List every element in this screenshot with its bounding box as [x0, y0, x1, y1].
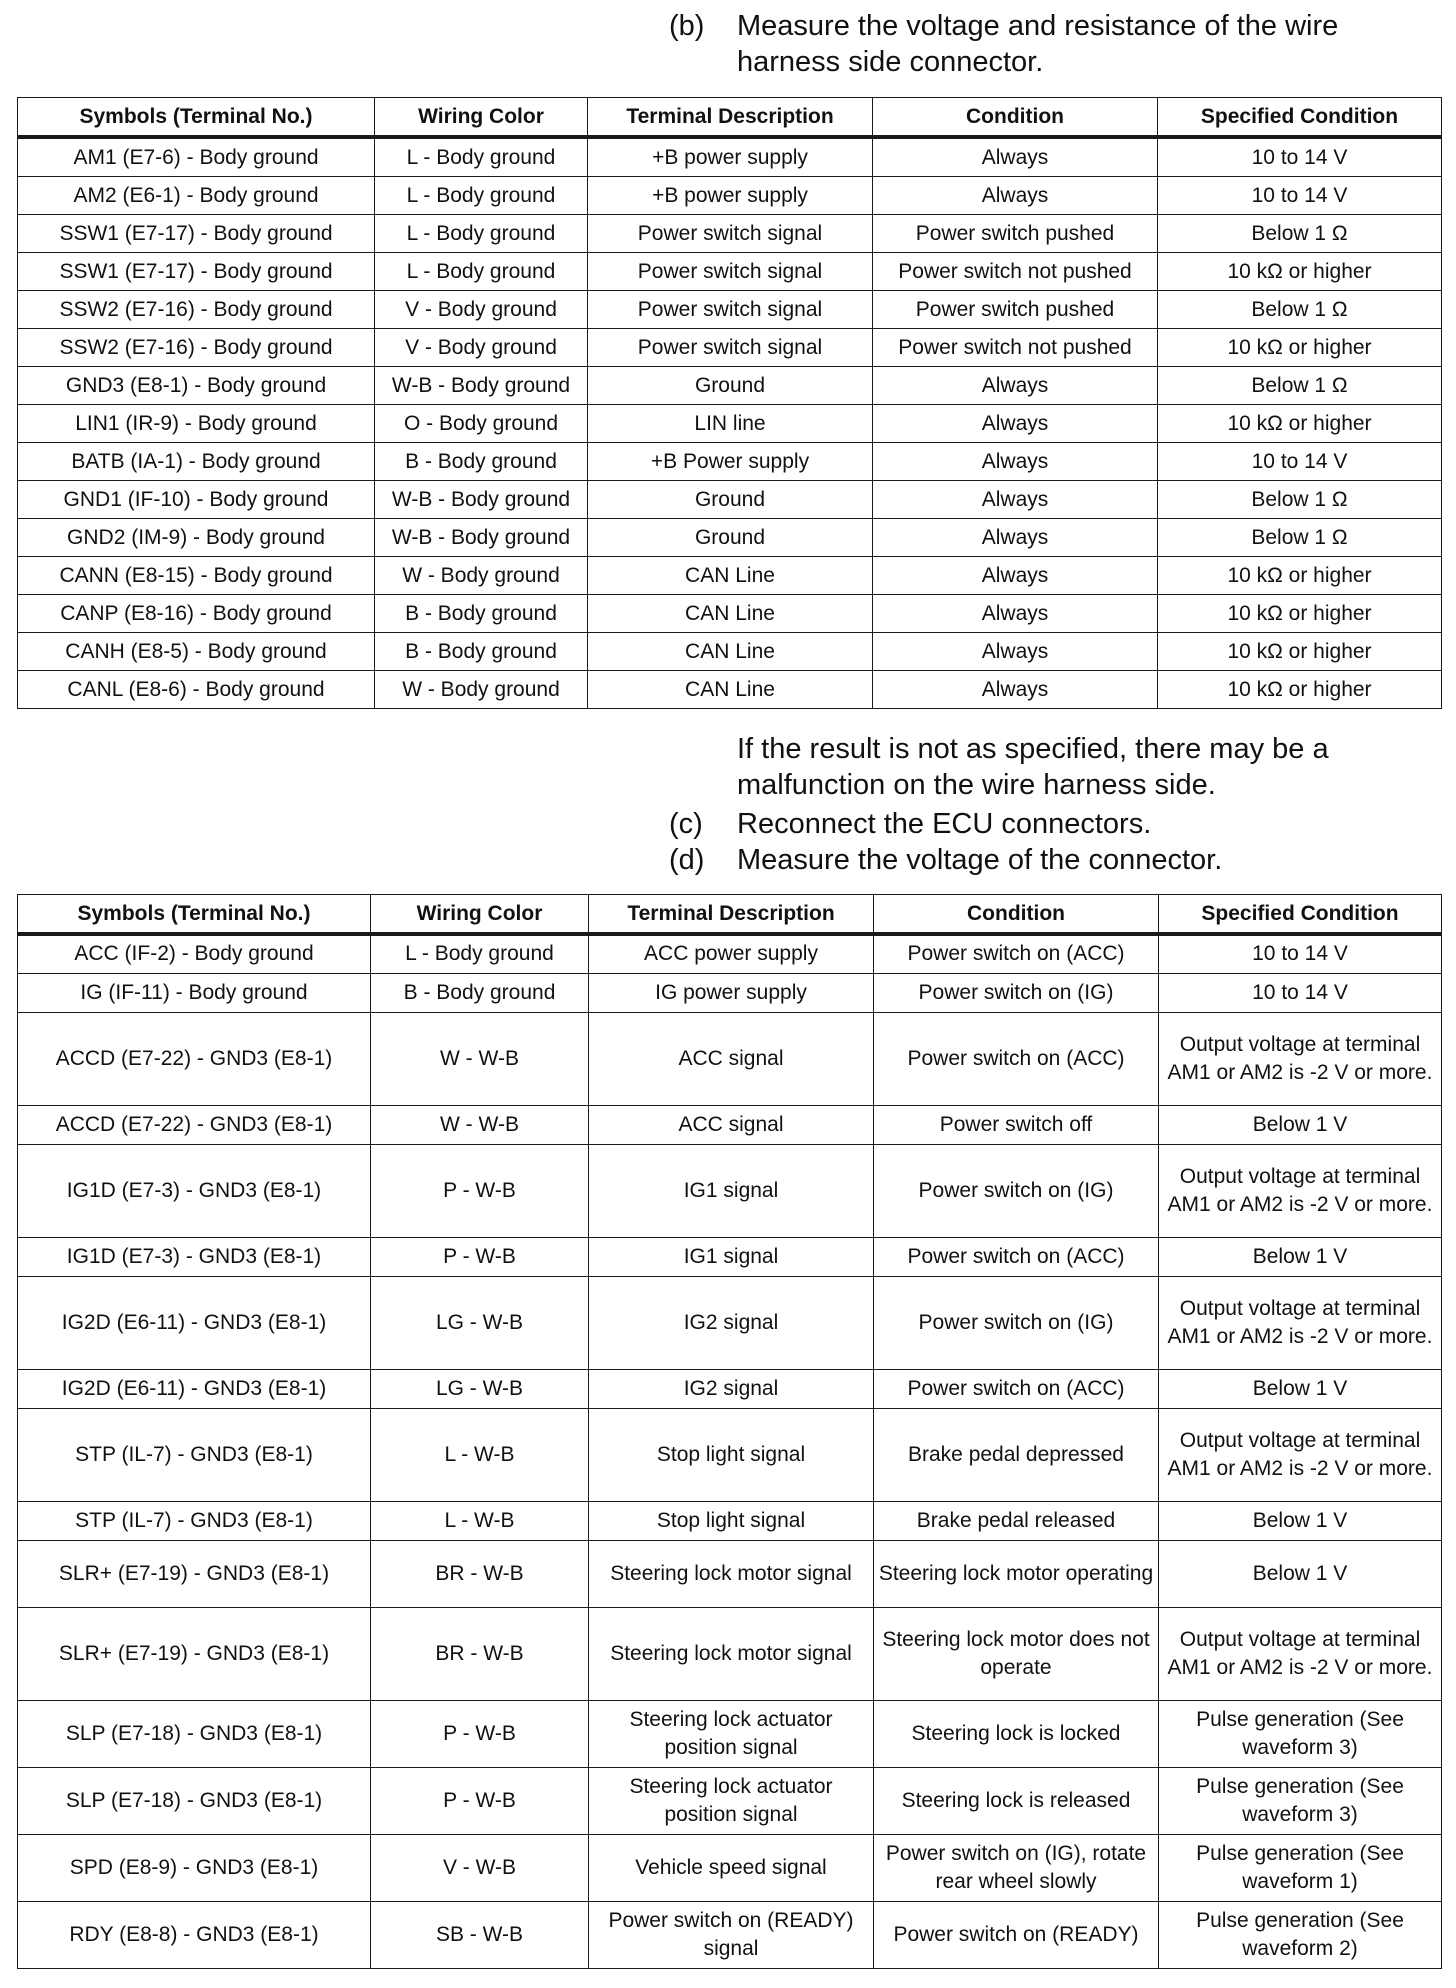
- cell-condition: Brake pedal depressed: [874, 1408, 1159, 1501]
- cell-condition: Always: [873, 633, 1158, 671]
- cell-specified-condition: Output voltage at terminal AM1 or AM2 is -2 V or more.: [1159, 1144, 1442, 1237]
- cell-terminal-description: +B power supply: [588, 137, 873, 177]
- table-row: [18, 405, 1442, 443]
- cell-symbols: GND1 (IF-10) - Body ground: [18, 481, 375, 519]
- cell-condition: Power switch on (ACC): [874, 934, 1159, 973]
- cell-terminal-description: Steering lock motor signal: [589, 1607, 874, 1700]
- cell-specified-condition: Output voltage at terminal AM1 or AM2 is -2 V or more.: [1159, 1276, 1442, 1369]
- cell-condition: Power switch on (IG), rotate rear wheel slowly: [874, 1834, 1159, 1901]
- cell-symbols: RDY (E8-8) - GND3 (E8-1): [18, 1901, 371, 1968]
- cell-specified-condition: Below 1 V: [1159, 1540, 1442, 1607]
- cell-specified-condition: 10 to 14 V: [1158, 137, 1442, 177]
- table-header-row: [18, 895, 1442, 935]
- cell-symbols: SSW2 (E7-16) - Body ground: [18, 329, 375, 367]
- cell-specified-condition: 10 to 14 V: [1158, 443, 1442, 481]
- cell-terminal-description: ACC power supply: [589, 934, 874, 973]
- cell-terminal-description: Steering lock motor signal: [589, 1540, 874, 1607]
- cell-specified-condition: 10 kΩ or higher: [1158, 595, 1442, 633]
- cell-wiring-color: W-B - Body ground: [375, 481, 588, 519]
- cell-condition: Always: [873, 405, 1158, 443]
- cell-terminal-description: LIN line: [588, 405, 873, 443]
- step-d-label: (d): [669, 844, 705, 876]
- step-c: [669, 806, 1437, 842]
- table-row: [18, 329, 1442, 367]
- cell-specified-condition: 10 kΩ or higher: [1158, 405, 1442, 443]
- cell-symbols: ACC (IF-2) - Body ground: [18, 934, 371, 973]
- cell-condition: Power switch on (IG): [874, 973, 1159, 1012]
- cell-condition: Always: [873, 671, 1158, 709]
- cell-wiring-color: B - Body ground: [375, 595, 588, 633]
- cell-specified-condition: Below 1 V: [1159, 1237, 1442, 1276]
- table-row: [18, 215, 1442, 253]
- cell-specified-condition: Pulse generation (See waveform 3): [1159, 1700, 1442, 1767]
- table-row: [18, 1276, 1442, 1369]
- cell-specified-condition: Below 1 Ω: [1158, 481, 1442, 519]
- cell-terminal-description: Ground: [588, 367, 873, 405]
- cell-symbols: ACCD (E7-22) - GND3 (E8-1): [18, 1012, 371, 1105]
- table-row: [18, 519, 1442, 557]
- cell-terminal-description: CAN Line: [588, 595, 873, 633]
- cell-symbols: SSW1 (E7-17) - Body ground: [18, 253, 375, 291]
- cell-wiring-color: L - W-B: [371, 1501, 589, 1540]
- cell-condition: Power switch on (IG): [874, 1276, 1159, 1369]
- cell-condition: Always: [873, 557, 1158, 595]
- cell-wiring-color: L - Body ground: [375, 177, 588, 215]
- cell-specified-condition: 10 kΩ or higher: [1158, 253, 1442, 291]
- table-body: [18, 137, 1442, 709]
- cell-specified-condition: 10 to 14 V: [1159, 934, 1442, 973]
- cell-terminal-description: IG2 signal: [589, 1369, 874, 1408]
- cell-specified-condition: 10 kΩ or higher: [1158, 557, 1442, 595]
- cell-symbols: ACCD (E7-22) - GND3 (E8-1): [18, 1105, 371, 1144]
- cell-specified-condition: Pulse generation (See waveform 3): [1159, 1767, 1442, 1834]
- cell-specified-condition: 10 to 14 V: [1158, 177, 1442, 215]
- cell-terminal-description: CAN Line: [588, 633, 873, 671]
- cell-condition: Always: [873, 519, 1158, 557]
- cell-symbols: SPD (E8-9) - GND3 (E8-1): [18, 1834, 371, 1901]
- header-symbols: Symbols (Terminal No.): [18, 98, 375, 138]
- cell-symbols: IG2D (E6-11) - GND3 (E8-1): [18, 1369, 371, 1408]
- cell-wiring-color: LG - W-B: [371, 1276, 589, 1369]
- cell-condition: Steering lock motor operating: [874, 1540, 1159, 1607]
- cell-specified-condition: 10 kΩ or higher: [1158, 671, 1442, 709]
- cell-symbols: AM1 (E7-6) - Body ground: [18, 137, 375, 177]
- cell-terminal-description: Steering lock actuator position signal: [589, 1700, 874, 1767]
- header-terminal-description: Terminal Description: [589, 895, 874, 935]
- cell-wiring-color: L - Body ground: [375, 215, 588, 253]
- cell-condition: Steering lock is released: [874, 1767, 1159, 1834]
- cell-specified-condition: 10 kΩ or higher: [1158, 633, 1442, 671]
- table-row: [18, 1408, 1442, 1501]
- cell-terminal-description: Power switch signal: [588, 291, 873, 329]
- cell-wiring-color: BR - W-B: [371, 1540, 589, 1607]
- header-condition: Condition: [873, 98, 1158, 138]
- table-row: [18, 973, 1442, 1012]
- header-symbols: Symbols (Terminal No.): [18, 895, 371, 935]
- header-condition: Condition: [874, 895, 1159, 935]
- table-row: [18, 1901, 1442, 1968]
- cell-condition: Power switch on (ACC): [874, 1237, 1159, 1276]
- cell-symbols: SLP (E7-18) - GND3 (E8-1): [18, 1700, 371, 1767]
- cell-symbols: CANN (E8-15) - Body ground: [18, 557, 375, 595]
- table-row: [18, 367, 1442, 405]
- cell-condition: Power switch not pushed: [873, 329, 1158, 367]
- table-row: [18, 1834, 1442, 1901]
- cell-terminal-description: IG power supply: [589, 973, 874, 1012]
- table-row: [18, 595, 1442, 633]
- cell-condition: Power switch on (READY): [874, 1901, 1159, 1968]
- cell-wiring-color: P - W-B: [371, 1767, 589, 1834]
- step-c-label: (c): [669, 808, 703, 840]
- cell-terminal-description: Stop light signal: [589, 1408, 874, 1501]
- cell-terminal-description: IG1 signal: [589, 1144, 874, 1237]
- table-row: [18, 934, 1442, 973]
- header-specified-condition: Specified Condition: [1158, 98, 1442, 138]
- cell-condition: Always: [873, 367, 1158, 405]
- cell-wiring-color: V - Body ground: [375, 291, 588, 329]
- table-row: [18, 177, 1442, 215]
- cell-wiring-color: W-B - Body ground: [375, 519, 588, 557]
- cell-symbols: SLR+ (E7-19) - GND3 (E8-1): [18, 1607, 371, 1700]
- cell-terminal-description: Stop light signal: [589, 1501, 874, 1540]
- cell-terminal-description: ACC signal: [589, 1012, 874, 1105]
- step-b-text: Measure the voltage and resistance of the wire harness side connector.: [737, 10, 1339, 78]
- cell-specified-condition: Pulse generation (See waveform 1): [1159, 1834, 1442, 1901]
- result-note: If the result is not as specified, there may be a malfunction on the wire harness side.: [737, 733, 1329, 801]
- cell-terminal-description: Power switch on (READY) signal: [589, 1901, 874, 1968]
- cell-symbols: SLR+ (E7-19) - GND3 (E8-1): [18, 1540, 371, 1607]
- cell-terminal-description: Ground: [588, 519, 873, 557]
- cell-terminal-description: Power switch signal: [588, 215, 873, 253]
- header-wiring-color: Wiring Color: [375, 98, 588, 138]
- cell-wiring-color: O - Body ground: [375, 405, 588, 443]
- table-header-row: [18, 98, 1442, 138]
- step-c-text: Reconnect the ECU connectors.: [737, 808, 1152, 840]
- cell-terminal-description: Ground: [588, 481, 873, 519]
- header-specified-condition: Specified Condition: [1159, 895, 1442, 935]
- cell-wiring-color: W - Body ground: [375, 671, 588, 709]
- cell-condition: Always: [873, 443, 1158, 481]
- cell-specified-condition: 10 to 14 V: [1159, 973, 1442, 1012]
- cell-condition: Power switch pushed: [873, 291, 1158, 329]
- cell-symbols: CANP (E8-16) - Body ground: [18, 595, 375, 633]
- cell-wiring-color: BR - W-B: [371, 1607, 589, 1700]
- header-wiring-color: Wiring Color: [371, 895, 589, 935]
- cell-wiring-color: W-B - Body ground: [375, 367, 588, 405]
- cell-specified-condition: Below 1 V: [1159, 1105, 1442, 1144]
- cell-wiring-color: W - Body ground: [375, 557, 588, 595]
- step-d: [669, 842, 1437, 878]
- cell-specified-condition: Below 1 Ω: [1158, 291, 1442, 329]
- cell-terminal-description: Power switch signal: [588, 253, 873, 291]
- cell-specified-condition: 10 kΩ or higher: [1158, 329, 1442, 367]
- cell-terminal-description: CAN Line: [588, 557, 873, 595]
- cell-wiring-color: P - W-B: [371, 1237, 589, 1276]
- cell-wiring-color: L - Body ground: [375, 137, 588, 177]
- table-row: [18, 1144, 1442, 1237]
- cell-wiring-color: B - Body ground: [371, 973, 589, 1012]
- cell-symbols: IG1D (E7-3) - GND3 (E8-1): [18, 1237, 371, 1276]
- cell-symbols: SSW2 (E7-16) - Body ground: [18, 291, 375, 329]
- cell-specified-condition: Below 1 V: [1159, 1501, 1442, 1540]
- table-row: [18, 1012, 1442, 1105]
- harness-side-table: [17, 97, 1442, 709]
- cell-symbols: BATB (IA-1) - Body ground: [18, 443, 375, 481]
- cell-condition: Power switch on (ACC): [874, 1369, 1159, 1408]
- cell-symbols: CANH (E8-5) - Body ground: [18, 633, 375, 671]
- step-b: [669, 8, 1437, 80]
- cell-condition: Always: [873, 137, 1158, 177]
- cell-terminal-description: +B Power supply: [588, 443, 873, 481]
- cell-wiring-color: L - Body ground: [375, 253, 588, 291]
- cell-terminal-description: ACC signal: [589, 1105, 874, 1144]
- cell-symbols: STP (IL-7) - GND3 (E8-1): [18, 1408, 371, 1501]
- table-row: [18, 1105, 1442, 1144]
- table-row: [18, 1700, 1442, 1767]
- cell-terminal-description: CAN Line: [588, 671, 873, 709]
- cell-symbols: STP (IL-7) - GND3 (E8-1): [18, 1501, 371, 1540]
- cell-condition: Always: [873, 177, 1158, 215]
- cell-wiring-color: V - W-B: [371, 1834, 589, 1901]
- cell-wiring-color: P - W-B: [371, 1700, 589, 1767]
- cell-condition: Always: [873, 481, 1158, 519]
- cell-symbols: GND2 (IM-9) - Body ground: [18, 519, 375, 557]
- cell-terminal-description: Power switch signal: [588, 329, 873, 367]
- cell-symbols: GND3 (E8-1) - Body ground: [18, 367, 375, 405]
- cell-wiring-color: L - Body ground: [371, 934, 589, 973]
- cell-specified-condition: Below 1 Ω: [1158, 519, 1442, 557]
- table-row: [18, 1501, 1442, 1540]
- cell-condition: Always: [873, 595, 1158, 633]
- cell-wiring-color: V - Body ground: [375, 329, 588, 367]
- header-terminal-description: Terminal Description: [588, 98, 873, 138]
- table-row: [18, 1607, 1442, 1700]
- table-row: [18, 443, 1442, 481]
- cell-wiring-color: W - W-B: [371, 1105, 589, 1144]
- table-row: [18, 1369, 1442, 1408]
- cell-terminal-description: +B power supply: [588, 177, 873, 215]
- table-row: [18, 1540, 1442, 1607]
- cell-terminal-description: Vehicle speed signal: [589, 1834, 874, 1901]
- cell-symbols: LIN1 (IR-9) - Body ground: [18, 405, 375, 443]
- cell-wiring-color: L - W-B: [371, 1408, 589, 1501]
- cell-specified-condition: Below 1 Ω: [1158, 215, 1442, 253]
- table-row: [18, 671, 1442, 709]
- cell-wiring-color: B - Body ground: [375, 443, 588, 481]
- cell-symbols: SSW1 (E7-17) - Body ground: [18, 215, 375, 253]
- cell-symbols: AM2 (E6-1) - Body ground: [18, 177, 375, 215]
- cell-condition: Power switch on (ACC): [874, 1012, 1159, 1105]
- cell-symbols: IG2D (E6-11) - GND3 (E8-1): [18, 1276, 371, 1369]
- cell-wiring-color: P - W-B: [371, 1144, 589, 1237]
- table-row: [18, 481, 1442, 519]
- connector-voltage-table: [17, 894, 1442, 1969]
- table-row: [18, 1767, 1442, 1834]
- cell-condition: Steering lock motor does not operate: [874, 1607, 1159, 1700]
- step-b-label: (b): [669, 10, 705, 42]
- table-row: [18, 291, 1442, 329]
- cell-symbols: IG1D (E7-3) - GND3 (E8-1): [18, 1144, 371, 1237]
- table-body: [18, 934, 1442, 1968]
- cell-specified-condition: Output voltage at terminal AM1 or AM2 is -2 V or more.: [1159, 1607, 1442, 1700]
- table-row: [18, 1237, 1442, 1276]
- cell-specified-condition: Output voltage at terminal AM1 or AM2 is -2 V or more.: [1159, 1408, 1442, 1501]
- cell-condition: Power switch off: [874, 1105, 1159, 1144]
- cell-symbols: IG (IF-11) - Body ground: [18, 973, 371, 1012]
- cell-symbols: CANL (E8-6) - Body ground: [18, 671, 375, 709]
- step-d-text: Measure the voltage of the connector.: [737, 844, 1223, 876]
- cell-condition: Brake pedal released: [874, 1501, 1159, 1540]
- table-row: [18, 253, 1442, 291]
- cell-condition: Power switch on (IG): [874, 1144, 1159, 1237]
- cell-terminal-description: IG2 signal: [589, 1276, 874, 1369]
- cell-specified-condition: Below 1 V: [1159, 1369, 1442, 1408]
- cell-wiring-color: LG - W-B: [371, 1369, 589, 1408]
- cell-terminal-description: Steering lock actuator position signal: [589, 1767, 874, 1834]
- cell-symbols: SLP (E7-18) - GND3 (E8-1): [18, 1767, 371, 1834]
- cell-specified-condition: Pulse generation (See waveform 2): [1159, 1901, 1442, 1968]
- table-row: [18, 137, 1442, 177]
- cell-wiring-color: B - Body ground: [375, 633, 588, 671]
- cell-wiring-color: W - W-B: [371, 1012, 589, 1105]
- cell-condition: Steering lock is locked: [874, 1700, 1159, 1767]
- cell-terminal-description: IG1 signal: [589, 1237, 874, 1276]
- cell-condition: Power switch not pushed: [873, 253, 1158, 291]
- table-row: [18, 557, 1442, 595]
- cell-condition: Power switch pushed: [873, 215, 1158, 253]
- cell-specified-condition: Below 1 Ω: [1158, 367, 1442, 405]
- cell-specified-condition: Output voltage at terminal AM1 or AM2 is -2 V or more.: [1159, 1012, 1442, 1105]
- cell-wiring-color: SB - W-B: [371, 1901, 589, 1968]
- table-row: [18, 633, 1442, 671]
